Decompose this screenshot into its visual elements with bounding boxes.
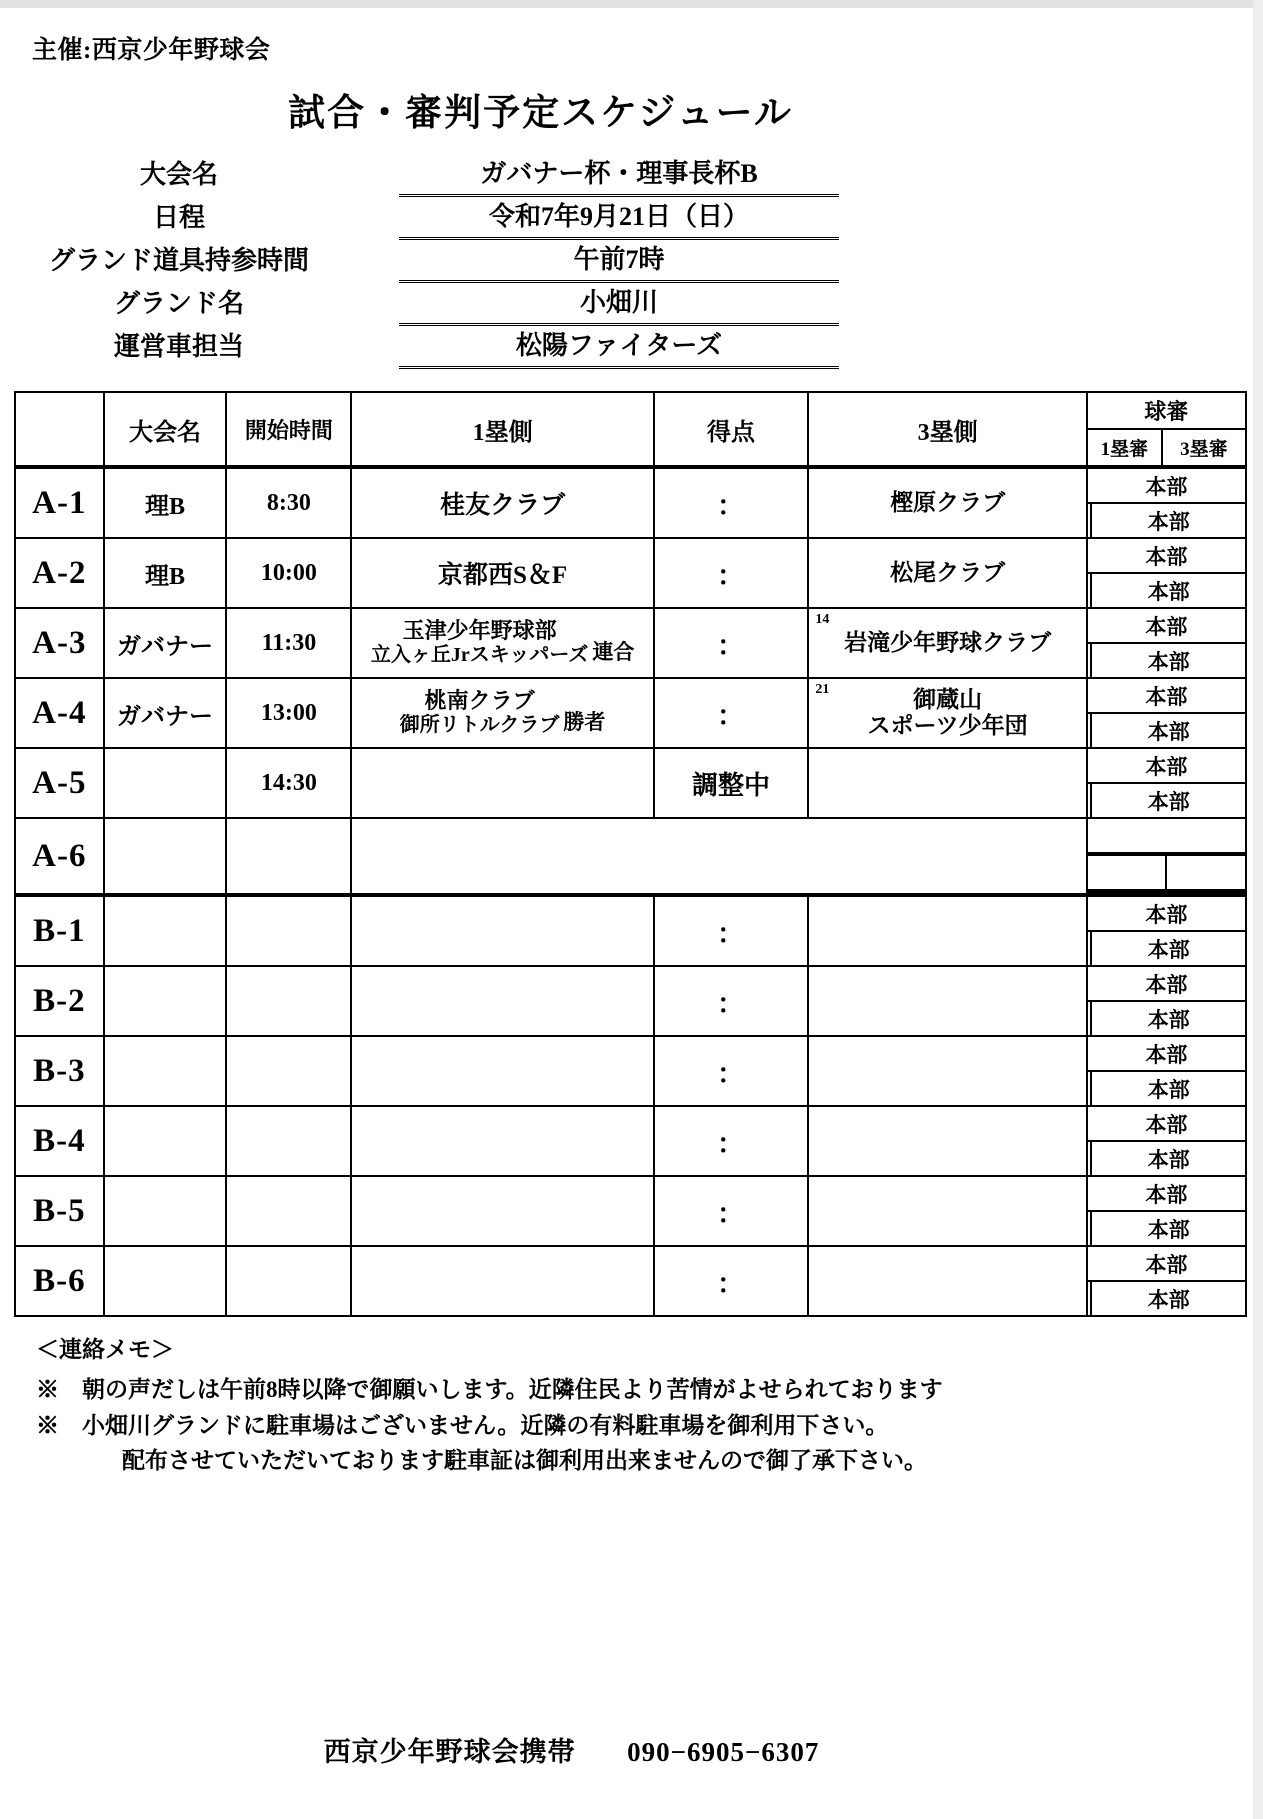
umpire-assignment-cell[interactable] <box>1087 966 1246 1036</box>
umpire-first-value[interactable]: 本部 <box>1088 897 1245 931</box>
umpire-first-row <box>1088 469 1245 503</box>
event-info-gap <box>344 283 399 326</box>
first-base-cell[interactable]: 京都西S＆F <box>351 538 653 608</box>
event-info-label: 日程 <box>152 203 205 232</box>
table-row[interactable] <box>15 895 1246 966</box>
umpire-first-value[interactable]: 本部 <box>1088 967 1245 1001</box>
umpire-first-value[interactable]: 本部 <box>1088 609 1245 643</box>
row-id-cell[interactable]: A-4 <box>15 678 104 748</box>
footer-phone: 090−6905−6307 <box>627 1737 820 1767</box>
col-header-cup: 大会名 <box>104 392 227 467</box>
third-base-cell[interactable] <box>808 895 1086 966</box>
score-cell[interactable]: ： <box>654 538 809 608</box>
cup-cell[interactable] <box>104 895 227 966</box>
col-header-third-umpire: 3塁審 <box>1162 429 1246 467</box>
row-id-cell[interactable]: B-3 <box>15 1036 104 1106</box>
cup-cell[interactable] <box>104 1246 227 1316</box>
first-base-cell[interactable] <box>351 895 653 966</box>
umpire-third-row <box>1088 1281 1245 1315</box>
start-time-cell[interactable] <box>226 1176 351 1246</box>
start-time-cell[interactable]: 14:30 <box>226 748 351 818</box>
col-header-id <box>15 392 104 467</box>
first-base-cell[interactable] <box>351 608 653 678</box>
third-base-cell[interactable] <box>808 678 1086 748</box>
first-base-cell[interactable] <box>351 748 653 818</box>
event-info-row <box>14 154 1247 197</box>
umpire-assignment-cell[interactable] <box>1087 678 1246 748</box>
cup-cell[interactable]: 理B <box>104 538 227 608</box>
first-base-team-1: 玉津少年野球部 <box>402 618 557 644</box>
table-row[interactable] <box>15 1106 1246 1176</box>
page-title: 試合・審判予定スケジュール <box>288 93 793 134</box>
umpire-inner-table <box>1088 967 1245 1035</box>
umpire-assignment-cell[interactable] <box>1087 538 1246 608</box>
event-info-value-cell <box>399 240 839 283</box>
umpire-third-row <box>1088 1211 1245 1245</box>
start-time-cell[interactable]: 11:30 <box>226 608 351 678</box>
third-base-cell[interactable] <box>808 538 1086 608</box>
third-base-cell[interactable] <box>808 608 1086 678</box>
table-row[interactable] <box>15 538 1246 608</box>
umpire-inner-table <box>1088 749 1245 817</box>
umpire-third-value[interactable]: 本部 <box>1091 1071 1245 1105</box>
umpire-inner-table <box>1088 819 1245 893</box>
start-time-cell[interactable]: 13:00 <box>226 678 351 748</box>
cup-cell[interactable]: ガバナー <box>104 678 227 748</box>
memo-line: 配布させていただいております駐車証は御利用出来ませんので御了承下さい。 <box>76 1448 927 1474</box>
umpire-first-value[interactable]: 本部 <box>1088 1107 1245 1141</box>
score-cell[interactable]: ： <box>654 1036 809 1106</box>
third-base-team-1: 松尾クラブ <box>890 559 1006 585</box>
umpire-inner-table <box>1088 1037 1245 1105</box>
first-base-cell[interactable] <box>351 966 653 1036</box>
umpire-third-row <box>1088 783 1245 817</box>
umpire-third-value[interactable]: 本部 <box>1091 713 1245 747</box>
start-time-cell[interactable]: 10:00 <box>226 538 351 608</box>
event-info-tail <box>839 283 1247 326</box>
table-row[interactable] <box>15 1176 1246 1246</box>
first-base-team-1: 桃南クラブ <box>424 688 535 714</box>
umpire-inner-table <box>1088 539 1245 607</box>
umpire-third-value[interactable]: 本部 <box>1091 503 1245 537</box>
row-id-cell[interactable]: B-1 <box>15 895 104 966</box>
table-row[interactable] <box>15 1036 1246 1106</box>
memo-section <box>36 1331 1247 1479</box>
row-id-cell[interactable]: A-2 <box>15 538 104 608</box>
third-base-cell[interactable] <box>808 1106 1086 1176</box>
event-info-gap <box>344 326 399 369</box>
umpire-inner-table <box>1088 1247 1245 1315</box>
table-row[interactable] <box>15 678 1246 748</box>
third-base-cell[interactable] <box>808 966 1086 1036</box>
first-base-cell[interactable]: 桂友クラブ <box>351 467 653 538</box>
table-row[interactable] <box>15 608 1246 678</box>
page-right-edge <box>1253 0 1263 1819</box>
score-cell[interactable]: ： <box>654 1176 809 1246</box>
umpire-third-left-blank[interactable] <box>1088 854 1167 891</box>
umpire-third-row <box>1088 1141 1245 1175</box>
umpire-third-value[interactable]: 本部 <box>1091 1211 1245 1245</box>
cup-cell[interactable] <box>104 748 227 818</box>
umpire-first-row <box>1088 1037 1245 1071</box>
score-cell[interactable]: ： <box>654 895 809 966</box>
start-time-cell[interactable] <box>226 1036 351 1106</box>
table-row[interactable] <box>15 467 1246 538</box>
umpire-third-value[interactable]: 本部 <box>1091 1281 1245 1315</box>
third-base-cell[interactable] <box>808 1036 1086 1106</box>
event-info-gap <box>344 154 399 197</box>
score-cell[interactable]: 調整中 <box>654 748 809 818</box>
third-base-content <box>809 539 1085 607</box>
footer-contact <box>0 1730 1263 1769</box>
start-time-cell[interactable] <box>226 966 351 1036</box>
start-time-cell[interactable] <box>226 895 351 966</box>
first-base-cell[interactable] <box>351 1036 653 1106</box>
page-top-edge <box>0 0 1263 8</box>
event-info-gap <box>344 197 399 240</box>
umpire-assignment-cell[interactable] <box>1087 1106 1246 1176</box>
event-info-label: グランド名 <box>113 289 244 318</box>
first-base-cell[interactable] <box>351 1176 653 1246</box>
event-info-value: 松陽ファイターズ <box>399 330 839 370</box>
first-base-combo <box>352 689 652 736</box>
col-header-first-umpire: 1塁審 <box>1087 429 1162 467</box>
event-info-table <box>14 154 1247 369</box>
umpire-first-value[interactable]: 本部 <box>1088 1037 1245 1071</box>
third-base-team-2: スポーツ少年団 <box>867 713 1028 738</box>
event-info-tail <box>839 240 1247 283</box>
event-info-row <box>14 283 1247 326</box>
third-base-cell[interactable] <box>808 467 1086 538</box>
umpire-assignment-cell[interactable] <box>1087 467 1246 538</box>
umpire-third-row <box>1088 854 1245 891</box>
table-row[interactable] <box>15 748 1246 818</box>
umpire-third-row <box>1088 643 1245 677</box>
event-info-label: 運営車担当 <box>113 332 244 361</box>
start-time-cell[interactable] <box>226 818 351 895</box>
first-base-team-2: 立入ヶ丘Jrスキッパーズ <box>370 644 589 667</box>
empty-merged-cell[interactable] <box>351 818 1086 895</box>
event-info-value-cell <box>399 283 839 326</box>
event-info-row <box>14 197 1247 240</box>
umpire-third-value[interactable]: 本部 <box>1091 931 1245 965</box>
umpire-first-row <box>1088 679 1245 713</box>
umpire-assignment-cell[interactable] <box>1087 1176 1246 1246</box>
umpire-first-value[interactable]: 本部 <box>1088 539 1245 573</box>
umpire-first-row <box>1088 819 1245 854</box>
table-row[interactable] <box>15 1246 1246 1316</box>
umpire-inner-table <box>1088 1177 1245 1245</box>
first-base-cell[interactable] <box>351 1106 653 1176</box>
cup-cell[interactable] <box>104 1106 227 1176</box>
first-base-cell[interactable] <box>351 678 653 748</box>
umpire-first-row <box>1088 1177 1245 1211</box>
umpire-first-value[interactable] <box>1088 819 1245 854</box>
event-info-label: 大会名 <box>139 160 218 189</box>
umpire-first-row <box>1088 967 1245 1001</box>
umpire-first-value[interactable]: 本部 <box>1088 1177 1245 1211</box>
score-cell[interactable]: ： <box>654 1246 809 1316</box>
umpire-third-value[interactable]: 本部 <box>1091 783 1245 817</box>
umpire-first-value[interactable]: 本部 <box>1088 749 1245 783</box>
row-id-cell[interactable]: A-1 <box>15 467 104 538</box>
score-cell[interactable]: ： <box>654 966 809 1036</box>
umpire-third-value[interactable] <box>1166 854 1245 891</box>
score-cell[interactable]: ： <box>654 608 809 678</box>
third-base-cell[interactable] <box>808 748 1086 818</box>
event-info-value-cell <box>399 197 839 240</box>
umpire-first-row <box>1088 1107 1245 1141</box>
cup-cell[interactable] <box>104 966 227 1036</box>
third-base-cell[interactable] <box>808 1176 1086 1246</box>
umpire-inner-table <box>1088 1107 1245 1175</box>
col-header-third-base: 3塁側 <box>808 392 1086 467</box>
umpire-first-row <box>1088 539 1245 573</box>
event-info-tail <box>839 326 1247 369</box>
third-base-cell[interactable] <box>808 1246 1086 1316</box>
umpire-assignment-cell[interactable] <box>1087 608 1246 678</box>
umpire-first-row <box>1088 749 1245 783</box>
umpire-third-row <box>1088 503 1245 537</box>
umpire-first-row <box>1088 1247 1245 1281</box>
row-id-cell[interactable]: B-6 <box>15 1246 104 1316</box>
table-row[interactable] <box>15 818 1246 895</box>
cup-cell[interactable] <box>104 1036 227 1106</box>
event-info-tail <box>839 154 1247 197</box>
umpire-third-row <box>1088 573 1245 607</box>
umpire-third-value[interactable]: 本部 <box>1091 1141 1245 1175</box>
umpire-third-value[interactable]: 本部 <box>1091 573 1245 607</box>
first-base-names <box>371 619 588 666</box>
start-time-cell[interactable] <box>226 1246 351 1316</box>
first-base-suffix: 連合 <box>592 639 635 664</box>
document-content <box>14 8 1247 1819</box>
event-info-value-cell <box>399 326 839 369</box>
umpire-first-value[interactable]: 本部 <box>1088 1247 1245 1281</box>
event-info-value: ガバナー杯・理事長杯B <box>399 158 839 198</box>
third-base-team-1: 樫原クラブ <box>890 489 1006 515</box>
start-time-cell[interactable]: 8:30 <box>226 467 351 538</box>
score-cell[interactable]: ： <box>654 678 809 748</box>
col-header-start-time: 開始時間 <box>226 392 351 467</box>
umpire-assignment-cell[interactable] <box>1087 818 1246 895</box>
event-info-row <box>14 326 1247 369</box>
first-base-suffix: 勝者 <box>563 709 606 734</box>
umpire-third-value[interactable]: 本部 <box>1091 1001 1245 1035</box>
third-base-content <box>809 469 1085 537</box>
event-info-value-cell <box>399 154 839 197</box>
event-info-value: 令和7年9月21日（日） <box>399 201 839 241</box>
umpire-inner-table <box>1088 469 1245 537</box>
event-info-label: グランド道具持参時間 <box>48 246 309 275</box>
score-cell[interactable]: ： <box>654 467 809 538</box>
row-id-cell[interactable]: B-2 <box>15 966 104 1036</box>
cup-cell[interactable]: 理B <box>104 467 227 538</box>
table-row[interactable] <box>15 966 1246 1036</box>
start-time-cell[interactable] <box>226 1106 351 1176</box>
table-header-row <box>15 392 1246 429</box>
umpire-assignment-cell[interactable] <box>1087 895 1246 966</box>
event-info-gap <box>344 240 399 283</box>
footer-label: 西京少年野球会携帯 <box>323 1737 576 1767</box>
memo-line: ※ 朝の声だしは午前8時以降で御願いします。近隣住民より苦情がよせられております <box>36 1377 943 1402</box>
umpire-inner-table <box>1088 897 1245 965</box>
umpire-third-row <box>1088 1001 1245 1035</box>
umpire-third-row <box>1088 713 1245 747</box>
umpire-third-value[interactable]: 本部 <box>1091 643 1245 677</box>
col-header-score: 得点 <box>654 392 809 467</box>
col-header-home-umpire: 球審 <box>1087 392 1246 429</box>
umpire-assignment-cell[interactable] <box>1087 1246 1246 1316</box>
umpire-assignment-cell[interactable] <box>1087 1036 1246 1106</box>
memo-line: ※ 小畑川グランドに駐車場はございません。近隣の有料駐車場を御利用下さい。 <box>36 1412 889 1438</box>
memo-title: ＜連絡メモ＞ <box>36 1337 174 1362</box>
first-base-team-2: 御所リトルクラブ <box>399 714 560 737</box>
third-base-content <box>809 679 1085 747</box>
row-id-cell[interactable]: B-4 <box>15 1106 104 1176</box>
umpire-first-value[interactable]: 本部 <box>1088 679 1245 713</box>
first-base-combo <box>352 619 652 666</box>
score-cell[interactable]: ： <box>654 1106 809 1176</box>
event-info-value: 小畑川 <box>399 287 839 327</box>
umpire-third-row <box>1088 931 1245 965</box>
schedule-table <box>14 391 1247 1317</box>
cup-cell[interactable] <box>104 1176 227 1246</box>
row-id-cell[interactable]: A-6 <box>15 818 104 895</box>
third-base-content <box>809 609 1085 677</box>
third-base-team-1: 岩滝少年野球クラブ <box>844 629 1052 655</box>
first-base-names <box>400 689 560 736</box>
umpire-first-value[interactable]: 本部 <box>1088 469 1245 503</box>
umpire-first-row <box>1088 609 1245 643</box>
cup-cell[interactable]: ガバナー <box>104 608 227 678</box>
event-info-tail <box>839 197 1247 240</box>
umpire-inner-table <box>1088 609 1245 677</box>
event-info-row <box>14 240 1247 283</box>
row-id-cell[interactable]: A-3 <box>15 608 104 678</box>
row-id-cell[interactable]: B-5 <box>15 1176 104 1246</box>
third-base-team-1: 御蔵山 <box>913 686 983 712</box>
cup-cell[interactable] <box>104 818 227 895</box>
col-header-first-base: 1塁側 <box>351 392 653 467</box>
umpire-first-row <box>1088 897 1245 931</box>
third-base-seed-number: 21 <box>815 682 830 697</box>
event-info-value: 午前7時 <box>399 244 839 284</box>
row-id-cell[interactable]: A-5 <box>15 748 104 818</box>
third-base-seed-number: 14 <box>815 612 830 627</box>
umpire-assignment-cell[interactable] <box>1087 748 1246 818</box>
host-organization: 主催:西京少年野球会 <box>32 37 271 64</box>
umpire-third-row <box>1088 1071 1245 1105</box>
umpire-inner-table <box>1088 679 1245 747</box>
first-base-cell[interactable] <box>351 1246 653 1316</box>
